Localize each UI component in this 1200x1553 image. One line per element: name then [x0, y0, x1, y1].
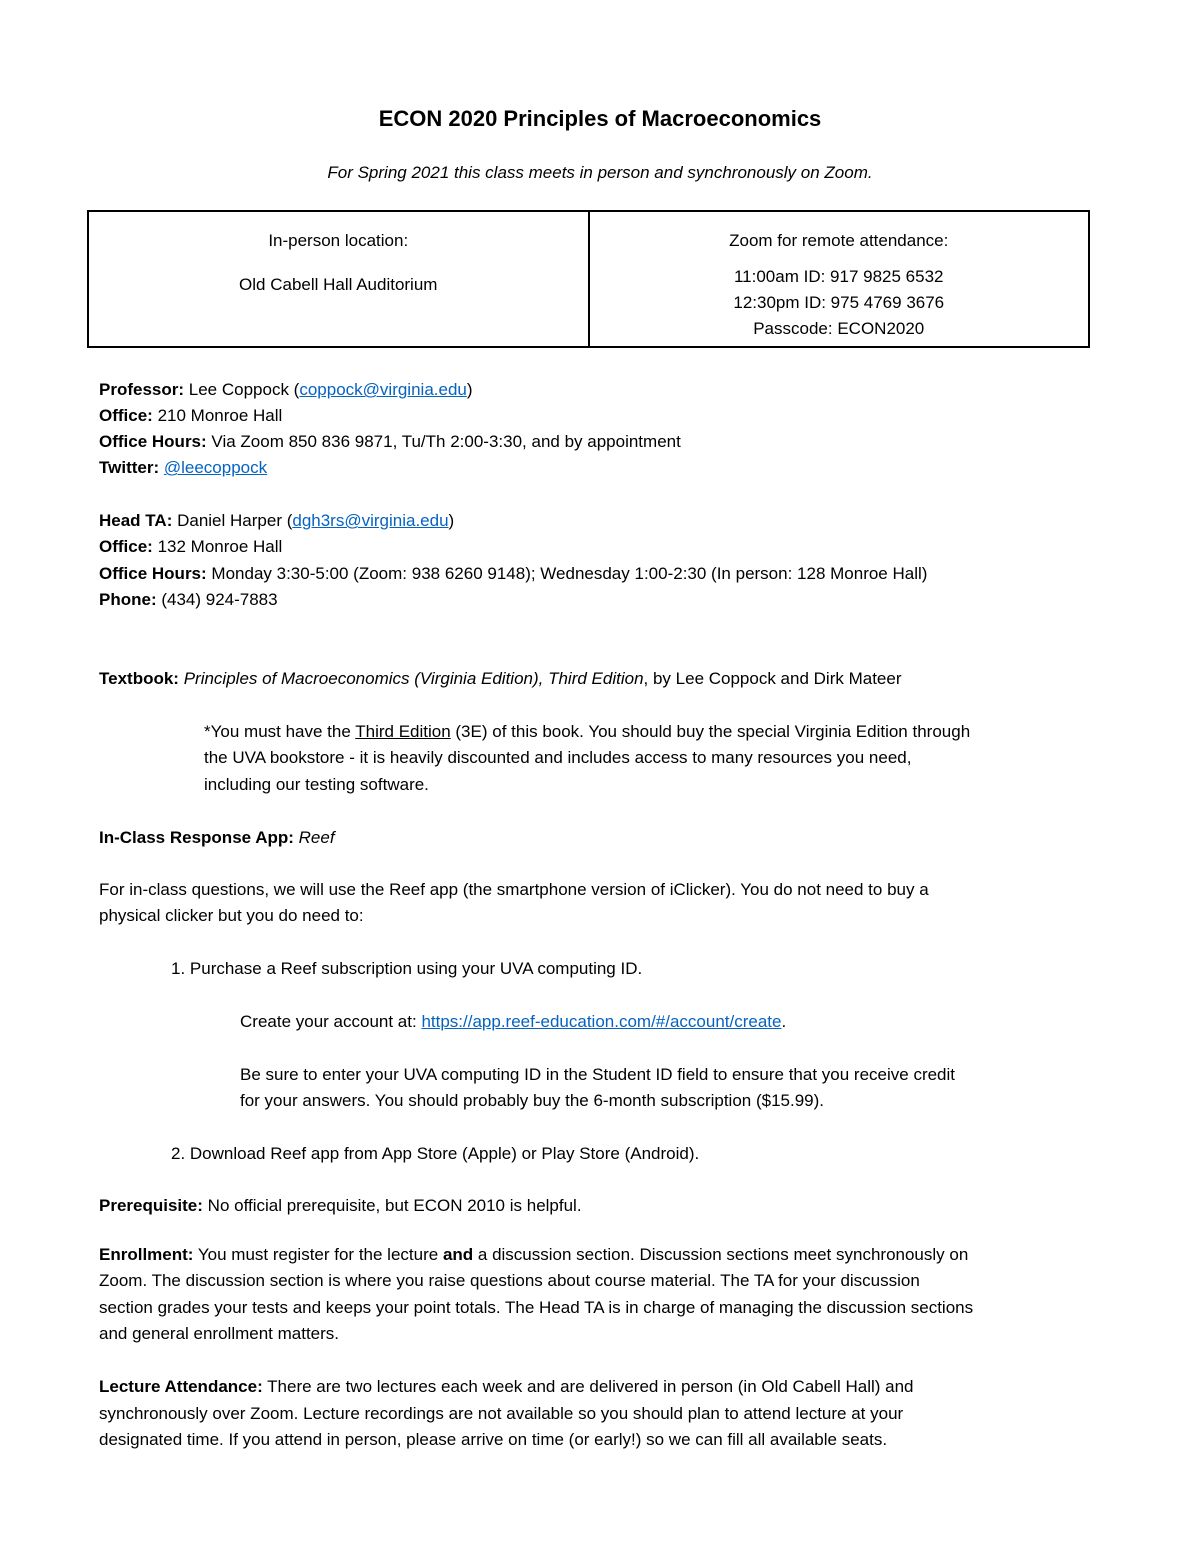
zoom-id-1230: 12:30pm ID: 975 4769 3676 — [733, 293, 945, 312]
enrollment-text-a: You must register for the lecture — [197, 1245, 443, 1264]
lecture-line1 — [99, 1377, 914, 1397]
head-ta-phone-label: Phone: — [99, 590, 157, 609]
head-ta-name: Daniel Harper ( — [177, 511, 293, 530]
head-ta-phone: (434) 924-7883 — [161, 590, 278, 609]
professor-hours: Via Zoom 850 836 9871, Tu/Th 2:00-3:30, and by appointment — [211, 432, 681, 451]
textbook-note-text-b: (3E) of this book. You should buy the special Virginia Edition through — [450, 722, 971, 741]
professor-line — [99, 380, 473, 400]
zoom-heading: Zoom for remote attendance: — [729, 231, 949, 250]
enrollment-label: Enrollment: — [99, 1245, 194, 1264]
reef-app-name: Reef — [298, 828, 335, 847]
professor-office-line — [99, 406, 282, 426]
head-ta-phone-line — [99, 590, 278, 610]
zoom-cell — [589, 211, 1090, 347]
textbook-authors: , by Lee Coppock and Dirk Mateer — [643, 669, 902, 688]
professor-twitter-line — [99, 458, 267, 478]
twitter-label: Twitter: — [99, 458, 160, 477]
professor-hours-line — [99, 432, 681, 452]
textbook-title: Principles of Macroeconomics (Virginia Edition), Third Edition — [183, 669, 644, 688]
lecture-line3: designated time. If you attend in person, please arrive on time (or early!) so we can fill all available seats. — [99, 1430, 888, 1449]
professor-office: 210 Monroe Hall — [157, 406, 283, 425]
lecture-text-1: There are two lectures each week and are delivered in person (in Old Cabell Hall) and — [267, 1377, 914, 1396]
reef-intro-line2: physical clicker but you do need to: — [99, 906, 364, 925]
textbook-note-line2: the UVA bookstore - it is heavily discounted and includes access to many resources you need, — [204, 748, 912, 767]
head-ta-hours-label: Office Hours: — [99, 564, 207, 583]
head-ta-line — [99, 511, 454, 531]
enrollment-line2: Zoom. The discussion section is where you raise questions about course material. The TA for your discussion — [99, 1271, 920, 1290]
reef-create-link[interactable]: https://app.reef-education.com/#/account/create — [421, 1012, 782, 1031]
head-ta-label: Head TA: — [99, 511, 173, 530]
textbook-note-line3: including our testing software. — [204, 775, 429, 794]
reef-intro-line1: For in-class questions, we will use the Reef app (the smartphone version of iClicker). You do not need to buy a — [99, 880, 929, 899]
reef-heading-line — [99, 828, 335, 848]
page-title: ECON 2020 Principles of Macroeconomics — [378, 106, 822, 131]
location-box — [87, 210, 1090, 348]
reef-create-line — [240, 1012, 786, 1032]
zoom-passcode: Passcode: ECON2020 — [753, 319, 925, 338]
enrollment-line1 — [99, 1245, 968, 1265]
textbook-note-line1 — [204, 722, 970, 742]
prerequisite-text: No official prerequisite, but ECON 2010 is helpful. — [207, 1196, 582, 1215]
in-person-location: Old Cabell Hall Auditorium — [239, 275, 438, 294]
textbook-line — [99, 669, 902, 689]
head-ta-office: 132 Monroe Hall — [157, 537, 283, 556]
head-ta-hours: Monday 3:30-5:00 (Zoom: 938 6260 9148); Wednesday 1:00-2:30 (In person: 128 Monroe Hall) — [211, 564, 928, 583]
head-ta-close-paren: ) — [448, 511, 455, 530]
head-ta-email-link[interactable]: dgh3rs@virginia.edu — [292, 511, 449, 530]
reef-note-line2: for your answers. You should probably buy the 6-month subscription ($15.99). — [240, 1091, 825, 1110]
in-person-cell — [88, 211, 589, 347]
professor-email-link[interactable]: coppock@virginia.edu — [299, 380, 467, 399]
lecture-label: Lecture Attendance: — [99, 1377, 263, 1396]
reef-step-2: 2. Download Reef app from App Store (Apple) or Play Store (Android). — [171, 1144, 700, 1163]
head-ta-office-label: Office: — [99, 537, 153, 556]
head-ta-hours-line — [99, 564, 927, 584]
page-subtitle: For Spring 2021 this class meets in person and synchronously on Zoom. — [327, 163, 873, 182]
lecture-line2: synchronously over Zoom. Lecture recordings are not available so you should plan to attend lecture at your — [99, 1404, 904, 1423]
professor-label: Professor: — [99, 380, 185, 399]
professor-name: Lee Coppock ( — [188, 380, 300, 399]
in-person-heading: In-person location: — [268, 231, 409, 250]
textbook-note-third-edition: Third Edition — [355, 722, 451, 741]
textbook-note-text-a: *You must have the — [204, 722, 356, 741]
zoom-id-1100: 11:00am ID: 917 9825 6532 — [733, 267, 944, 286]
professor-close-paren: ) — [466, 380, 473, 399]
enrollment-and: and — [442, 1245, 474, 1264]
head-ta-office-line — [99, 537, 282, 557]
prerequisite-line — [99, 1196, 582, 1216]
twitter-link[interactable]: @leecoppock — [163, 458, 268, 477]
professor-hours-label: Office Hours: — [99, 432, 207, 451]
reef-create-end: . — [781, 1012, 787, 1031]
professor-office-label: Office: — [99, 406, 153, 425]
enrollment-line4: and general enrollment matters. — [99, 1324, 340, 1343]
reef-create-text: Create your account at: — [240, 1012, 422, 1031]
enrollment-line3: section grades your tests and keeps your point totals. The Head TA is in charge of managing the discussion sections — [99, 1298, 974, 1317]
textbook-label: Textbook: — [99, 669, 179, 688]
reef-note-line1: Be sure to enter your UVA computing ID in the Student ID field to ensure that you receive credit — [240, 1065, 956, 1084]
prerequisite-label: Prerequisite: — [99, 1196, 203, 1215]
reef-step-1: 1. Purchase a Reef subscription using your UVA computing ID. — [171, 959, 643, 978]
reef-label: In-Class Response App: — [99, 828, 294, 847]
enrollment-text-b: a discussion section. Discussion sections meet synchronously on — [473, 1245, 969, 1264]
